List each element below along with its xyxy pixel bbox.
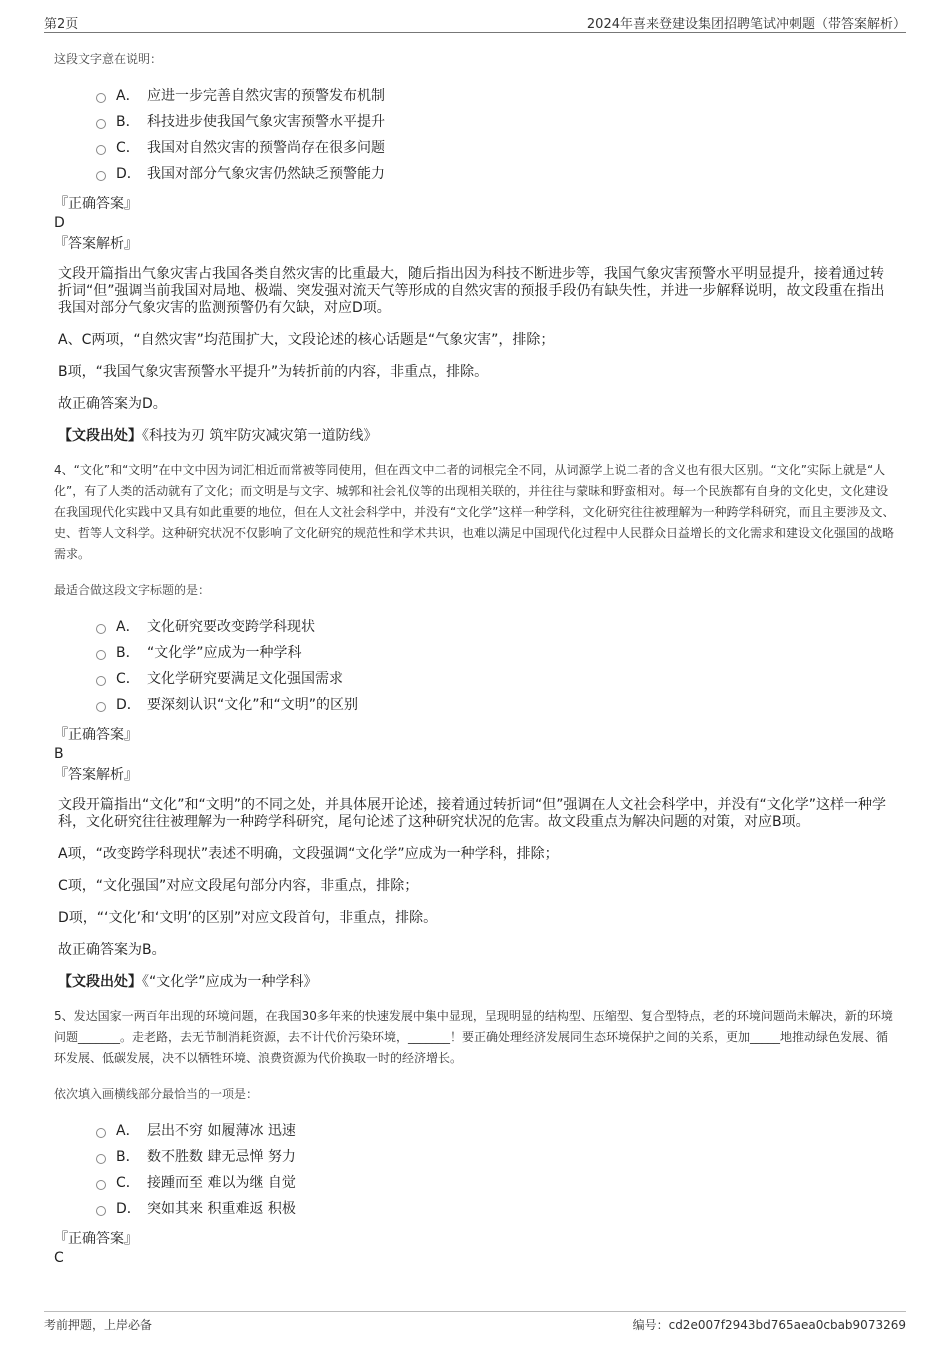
analysis-paragraph: 故正确答案为D。 xyxy=(58,396,167,412)
option-text: 我国对自然灾害的预警尚存在很多问题 xyxy=(147,140,385,156)
analysis-label: 『答案解析』 xyxy=(54,236,138,252)
radio-icon[interactable] xyxy=(96,702,106,712)
radio-icon[interactable] xyxy=(96,1128,106,1138)
question-prompt: 最适合做这段文字标题的是： xyxy=(54,583,211,597)
options-list xyxy=(96,614,896,718)
source-title: 《科技为刃 筑牢防灾减灾第一道防线》 xyxy=(142,428,378,444)
radio-icon[interactable] xyxy=(96,676,106,686)
question-prompt: 这段文字意在说明： xyxy=(54,52,163,66)
answer-label: 『正确答案』 xyxy=(54,727,138,743)
option-letter: C． xyxy=(116,1175,140,1191)
page-number: 第2页 xyxy=(44,17,79,32)
option-text: 文化学研究要满足文化强国需求 xyxy=(147,671,343,687)
option-letter: B． xyxy=(116,1149,140,1165)
option-letter: B． xyxy=(116,645,140,661)
analysis-paragraph: C项，“文化强国”对应文段尾句部分内容，非重点，排除； xyxy=(58,878,419,894)
option-text: 突如其来 积重难返 积极 xyxy=(147,1201,296,1217)
document-id: 编号：cd2e007f2943bd765aea0cbab9073269 xyxy=(632,1318,906,1332)
page-header xyxy=(44,10,906,33)
question-text: 5、发达国家一两百年出现的环境问题，在我国30多年来的快速发展中集中显现，呈现明显的结构型、压缩型、复合型特点，老的环境问题尚未解决，新的环境问题_______。走老路，去无节制消耗资源，去不计代价污染环境，_______！要正确处理经济发展同生态环境保护之间的关系，更加_____地推动绿色发展、循环发展、低碳发展，决不以牺牲环境、浪费资源为代价换取一时的经济增长。 xyxy=(54,1009,893,1065)
answer-label: 『正确答案』 xyxy=(54,196,138,212)
option-letter: D． xyxy=(116,697,141,713)
answer-value: C xyxy=(54,1250,64,1266)
options-list xyxy=(96,1118,896,1222)
radio-icon[interactable] xyxy=(96,1206,106,1216)
option-letter: C． xyxy=(116,671,140,687)
question-3 xyxy=(54,50,896,445)
radio-icon[interactable] xyxy=(96,93,106,103)
option-text: 我国对部分气象灾害仍然缺乏预警能力 xyxy=(147,166,385,182)
option-a[interactable] xyxy=(96,614,896,640)
document-title: 2024年喜来登建设集团招聘笔试冲刺题（带答案解析） xyxy=(586,17,906,32)
page-footer xyxy=(44,1311,906,1336)
footer-slogan: 考前押题，上岸必备 xyxy=(44,1318,153,1332)
analysis-paragraph: D项，“‘文化’和‘文明’的区别”对应文段首句，非重点，排除。 xyxy=(58,910,438,926)
option-text: 要深刻认识“文化”和“文明”的区别 xyxy=(147,697,359,713)
source-line xyxy=(58,974,896,991)
analysis-block xyxy=(58,266,896,445)
analysis-label: 『答案解析』 xyxy=(54,767,138,783)
analysis-paragraph: 文段开篇指出“文化”和“文明”的不同之处，并具体展开论述，接着通过转折词“但”强调在人文社会科学中，并没有“文化学”这样一种学科，文化研究往往被理解为一种跨学科研究，尾句论述了这种研究状况的危害。故文段重点为解决问题的对策，对应B项。 xyxy=(58,797,887,830)
source-label: 【文段出处】 xyxy=(58,428,142,444)
option-letter: B． xyxy=(116,114,140,130)
source-line xyxy=(58,428,896,445)
option-a[interactable] xyxy=(96,83,896,109)
document-body xyxy=(54,44,896,1270)
option-d[interactable] xyxy=(96,692,896,718)
question-prompt: 依次填入画横线部分最恰当的一项是： xyxy=(54,1087,259,1101)
option-d[interactable] xyxy=(96,161,896,187)
radio-icon[interactable] xyxy=(96,1180,106,1190)
option-text: 文化研究要改变跨学科现状 xyxy=(147,619,315,635)
option-letter: C． xyxy=(116,140,140,156)
option-text: “文化学”应成为一种学科 xyxy=(147,645,302,661)
option-text: 层出不穷 如履薄冰 迅速 xyxy=(147,1123,296,1139)
option-c[interactable] xyxy=(96,1170,896,1196)
option-letter: D． xyxy=(116,166,141,182)
question-text: 4、“文化”和“文明”在中文中因为词汇相近而常被等同使用，但在西文中二者的词根完全不同，从词源学上说二者的含义也有很大区别。“文化”实际上就是“人化”，有了人类的活动就有了文化；而文明是与文字、城郭和社会礼仪等的出现相关联的，并往往与蒙昧和野蛮相对。每一个民族都有自身的文化史，文化建设在我国现代化实践中又具有如此重要的地位，但在人文社会科学中，并没有“文化学”这样一种学科，文化研究往往被理解为一种跨学科研究，而且主要涉及文、史、哲等人文科学。这种研究状况不仅影响了文化研究的规范性和学术共识，也难以满足中国现代化过程中人民群众日益增长的文化需求和建设文化强国的战略需求。 xyxy=(54,463,895,561)
analysis-paragraph: 文段开篇指出气象灾害占我国各类自然灾害的比重最大，随后指出因为科技不断进步等，我国气象灾害预警水平明显提升，接着通过转折词“但”强调当前我国对局地、极端、突发强对流天气等形成的自然灾害的预报手段仍有缺失性，并进一步解释说明，故文段重在指出我国对部分气象灾害的监测预警仍有欠缺，对应D项。 xyxy=(58,266,885,316)
radio-icon[interactable] xyxy=(96,624,106,634)
option-text: 数不胜数 肆无忌惮 努力 xyxy=(147,1149,296,1165)
analysis-block xyxy=(58,797,896,991)
question-5 xyxy=(54,1006,896,1268)
radio-icon[interactable] xyxy=(96,145,106,155)
option-c[interactable] xyxy=(96,135,896,161)
radio-icon[interactable] xyxy=(96,119,106,129)
option-d[interactable] xyxy=(96,1196,896,1222)
option-text: 科技进步使我国气象灾害预警水平提升 xyxy=(147,114,385,130)
option-b[interactable] xyxy=(96,1144,896,1170)
radio-icon[interactable] xyxy=(96,171,106,181)
options-list xyxy=(96,83,896,187)
option-letter: A． xyxy=(116,88,140,104)
option-letter: A． xyxy=(116,1123,140,1139)
source-title: 《“文化学”应成为一种学科》 xyxy=(142,974,318,990)
radio-icon[interactable] xyxy=(96,1154,106,1164)
answer-value: B xyxy=(54,746,64,762)
option-c[interactable] xyxy=(96,666,896,692)
analysis-paragraph: B项，“我国气象灾害预警水平提升”为转折前的内容，非重点，排除。 xyxy=(58,364,489,380)
option-b[interactable] xyxy=(96,109,896,135)
analysis-paragraph: 故正确答案为B。 xyxy=(58,942,166,958)
option-letter: A． xyxy=(116,619,140,635)
option-letter: D． xyxy=(116,1201,141,1217)
option-text: 应进一步完善自然灾害的预警发布机制 xyxy=(147,88,385,104)
answer-label: 『正确答案』 xyxy=(54,1231,138,1247)
option-text: 接踵而至 难以为继 自觉 xyxy=(147,1175,296,1191)
option-a[interactable] xyxy=(96,1118,896,1144)
source-label: 【文段出处】 xyxy=(58,974,142,990)
analysis-paragraph: A、C两项，“自然灾害”均范围扩大，文段论述的核心话题是“气象灾害”，排除； xyxy=(58,332,555,348)
question-4 xyxy=(54,460,896,991)
answer-value: D xyxy=(54,215,65,231)
option-b[interactable] xyxy=(96,640,896,666)
analysis-paragraph: A项，“改变跨学科现状”表述不明确，文段强调“文化学”应成为一种学科，排除； xyxy=(58,846,559,862)
radio-icon[interactable] xyxy=(96,650,106,660)
